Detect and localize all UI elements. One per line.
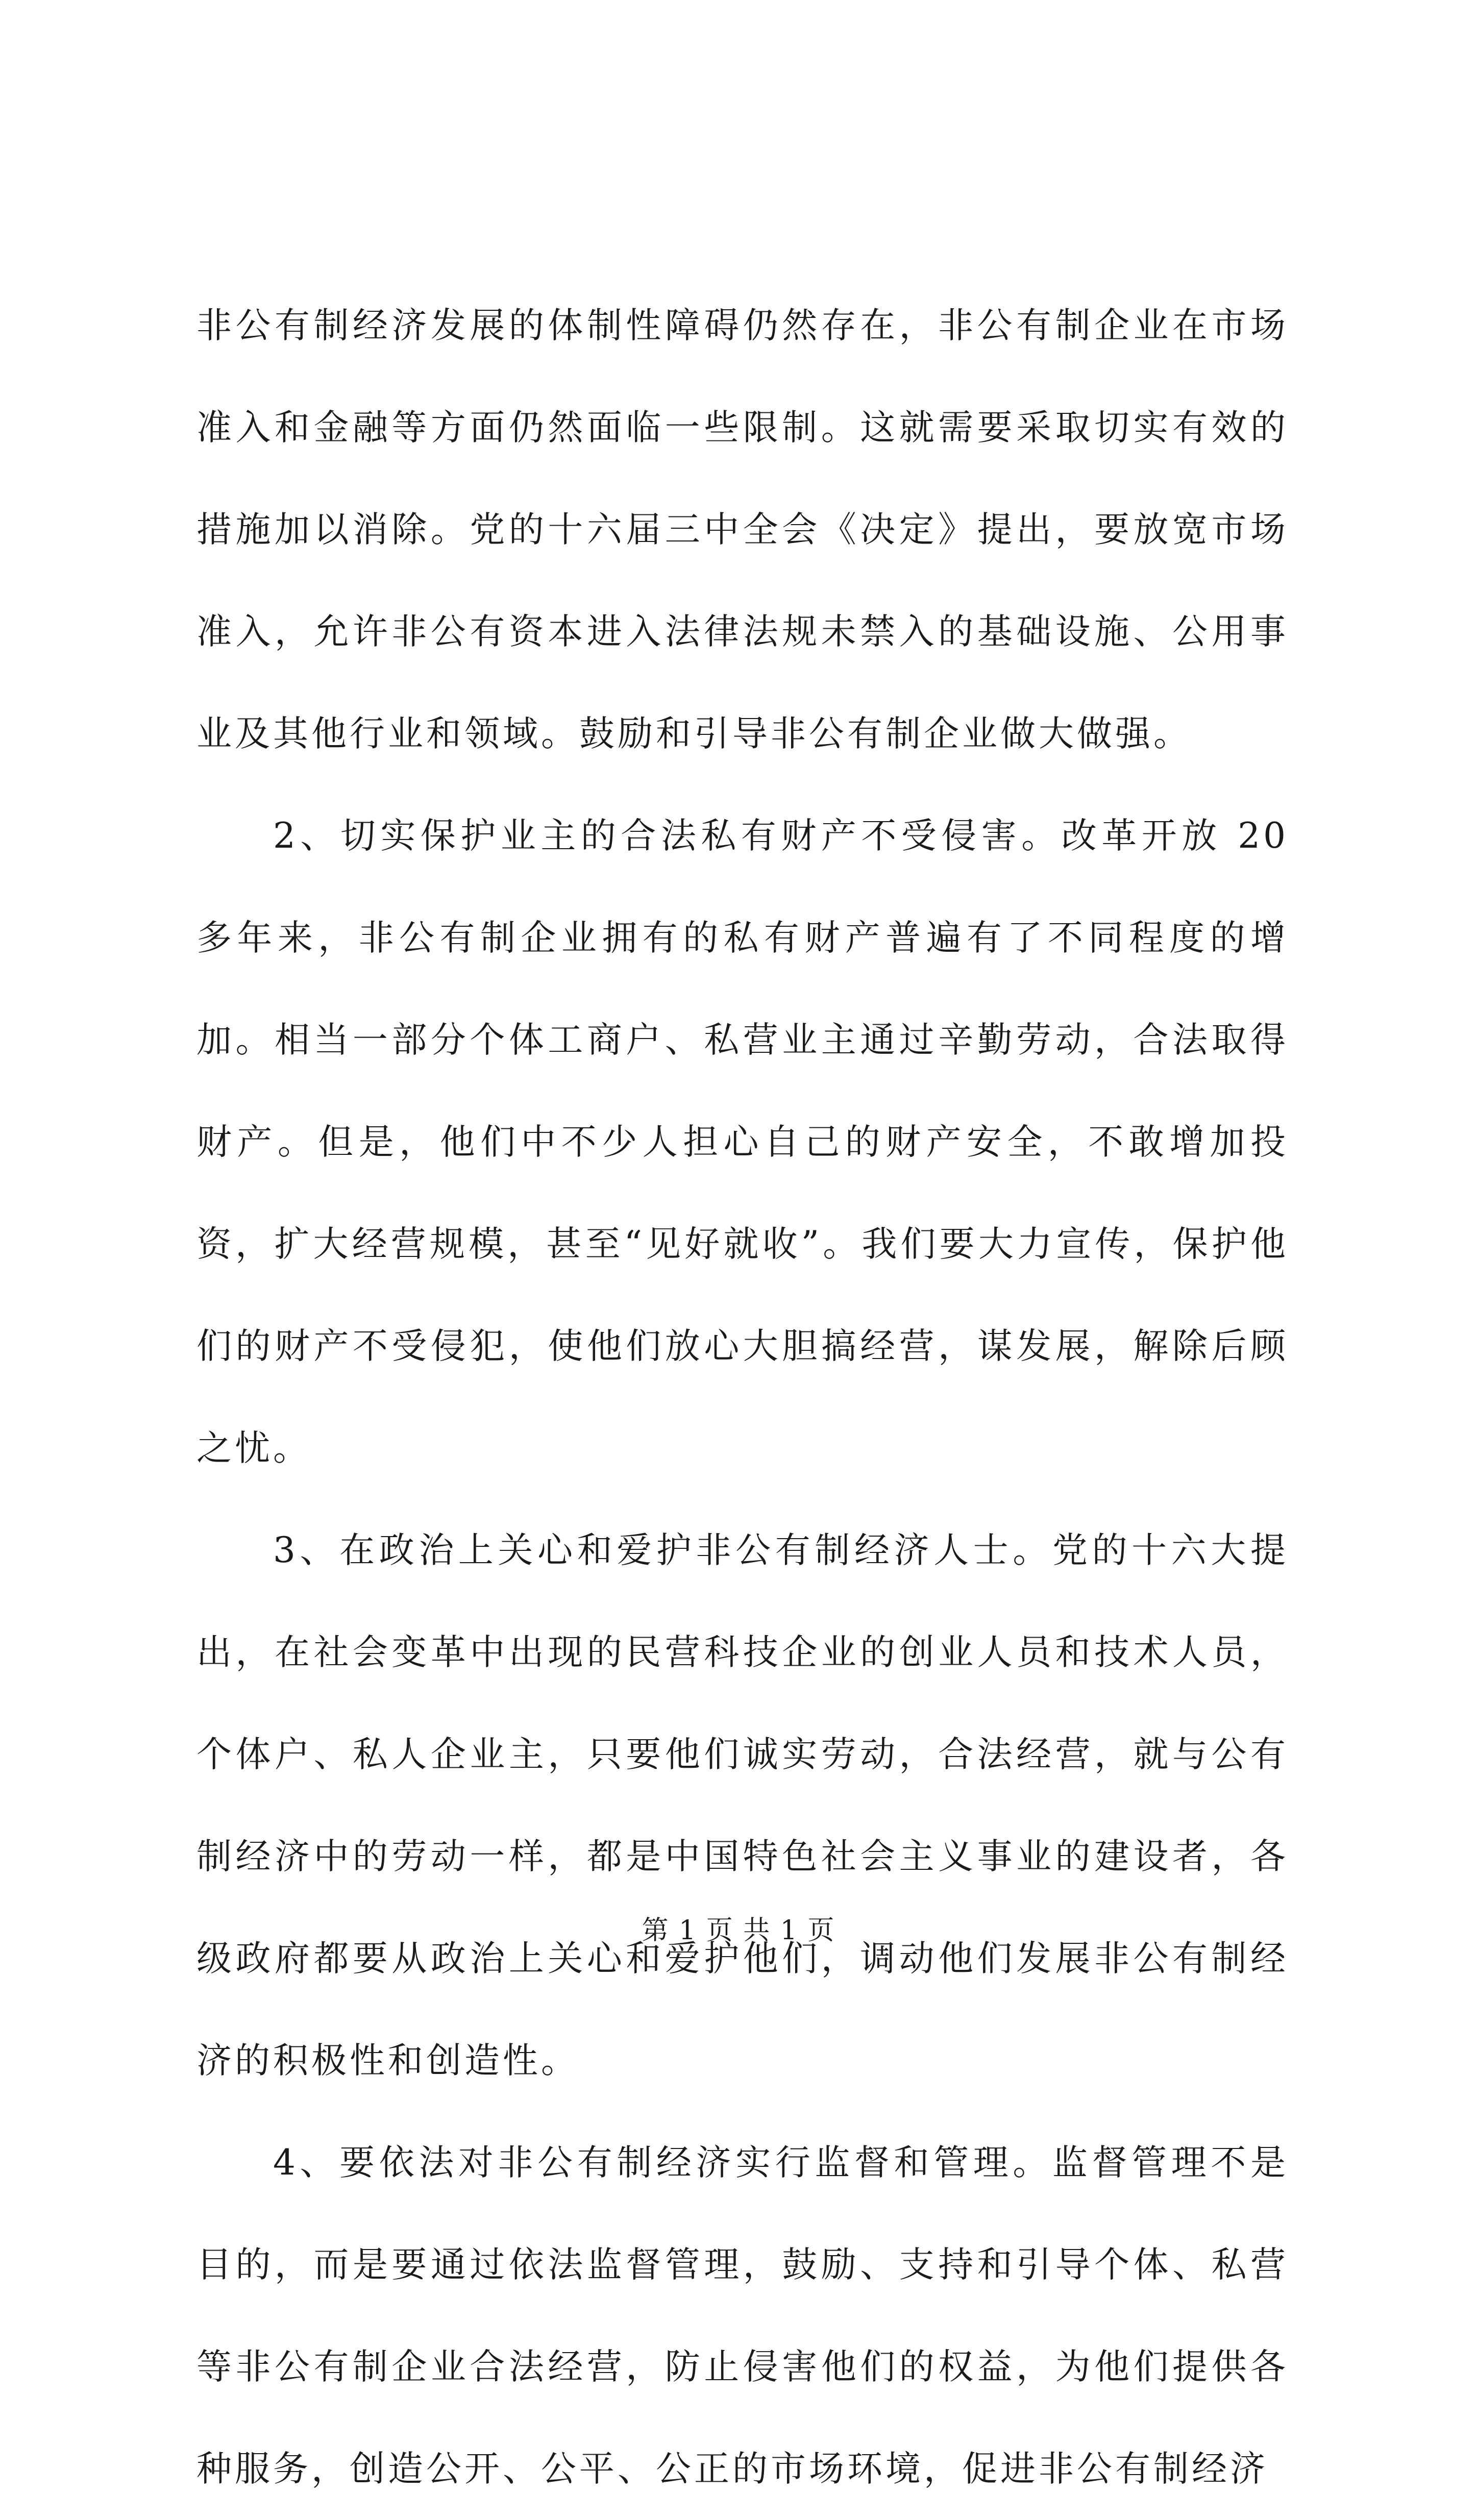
paragraph-1: 非公有制经济发展的体制性障碍仍然存在，非公有制企业在市场准入和金融等方面仍然面临一些限制。这就需要采取切实有效的措施加以消除。党的十六届三中全会《决定》提出，要放宽市场准入，允许非公有资本进入法律法规未禁入的基础设施、公用事业及其他行业和领域。鼓励和引导非公有制企业做大做强。 <box>196 305 1289 754</box>
body-text <box>196 275 1289 2520</box>
paragraph-2: 2、切实保护业主的合法私有财产不受侵害。改革开放 20 多年来，非公有制企业拥有的私有财产普遍有了不同程度的增加。相当一部分个体工商户、私营业主通过辛勤劳动，合法取得财产。但是，他们中不少人担心自己的财产安全，不敢增加投资，扩大经营规模，甚至“见好就收”。我们要大力宣传，保护他们的财产不受侵犯，使他们放心大胆搞经营，谋发展，解除后顾之忧。 <box>196 816 1289 1469</box>
page-footer: 第 1 页 共 1 页 <box>642 1915 835 1946</box>
paragraph-4: 4、要依法对非公有制经济实行监督和管理。监督管理不是目的，而是要通过依法监督管理，鼓励、支持和引导个体、私营等非公有制企业合法经营，防止侵害他们的权益，为他们提供各种服务，创造公开、公平、公正的市场环境，促进非公有制经济 <box>196 2142 1289 2489</box>
paragraph-3: 3、在政治上关心和爱护非公有制经济人士。党的十六大提出，在社会变革中出现的民营科技企业的创业人员和技术人员，个体户、私人企业主，只要他们诚实劳动，合法经营，就与公有制经济中的劳动一样，都是中国特色社会主义事业的建设者，各级政府都要从政治上关心和爱护他们，调动他们发展非公有制经济的积极性和创造性。 <box>196 1530 1289 2081</box>
